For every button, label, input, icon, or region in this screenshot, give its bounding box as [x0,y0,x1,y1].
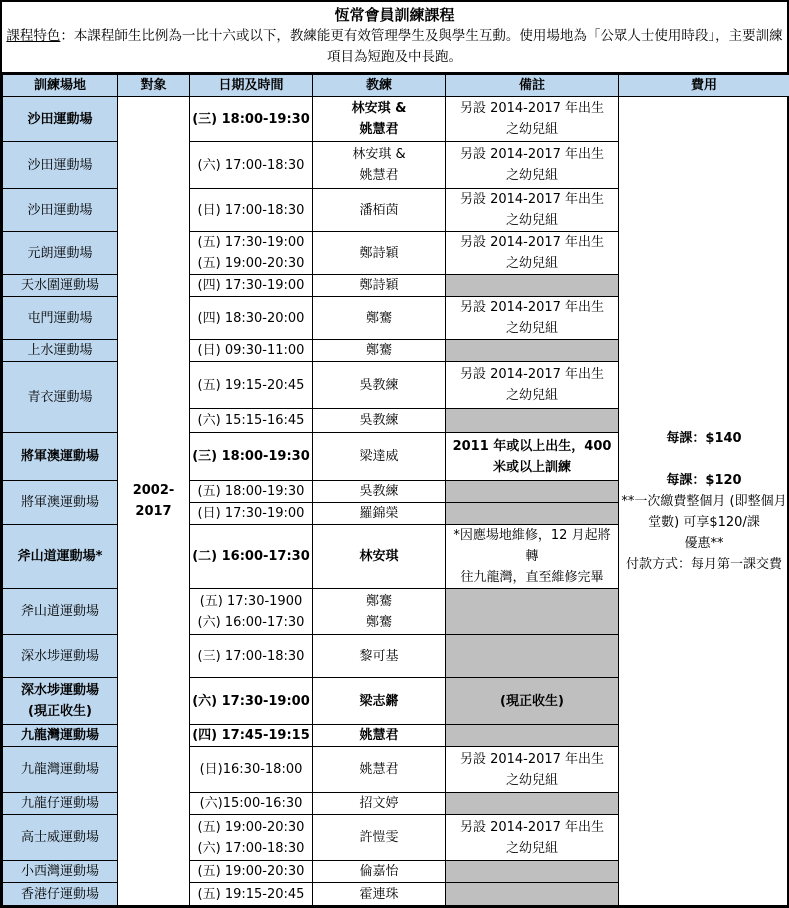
venue-cell [3,297,118,340]
cell-line: 姚慧君 [315,725,443,746]
column-header-2: 日期及時間 [190,75,313,97]
cell-line: 羅錦榮 [315,503,443,524]
cell-line: (五) 17:30-19:00 [192,232,310,253]
cell-line: 鄭騫 [315,591,443,612]
cell-line: (現正收生) [448,691,616,712]
remark-cell [446,362,619,409]
time-cell [190,97,313,142]
cell-line: 吳教練 [315,375,443,396]
fee-line: 每課：$120 [621,470,787,491]
course-features-body: ：本課程師生比例為一比十六或以下，教練能更有效管理學生及與學生互動。使用場地為「公眾人士使用時段」，主要訓練項目為短跑及中長跑。 [60,28,782,65]
cell-line: 鄭詩穎 [315,243,443,264]
cell-line: 鄭騫 [315,308,443,329]
time-cell [190,362,313,409]
venue-cell [3,747,118,793]
time-cell [190,678,313,725]
venue-cell [3,589,118,635]
cell-line: (六) 17:00-18:30 [192,155,310,176]
fee-line: 每課：$140 [621,428,787,449]
cell-line: 招文婷 [315,793,443,814]
cell-line: 香港仔運動場 [5,884,115,905]
time-cell [190,793,313,815]
cell-line: 林安琪 & [315,98,443,119]
cell-line: (五) 17:30-1900 [192,591,310,612]
cell-line: 之幼兒組 [448,838,616,859]
cell-line: *因應場地維修，12 月起將轉 [448,525,616,567]
cell-line: 姚慧君 [315,119,443,140]
cell-line: (四) 17:45-19:15 [192,725,310,746]
cell-line: 許愷雯 [315,827,443,848]
time-cell [190,747,313,793]
training-schedule-table [2,74,789,906]
remark-cell [446,297,619,340]
cell-line: 2011 年或以上出生，400 [448,436,616,457]
time-cell [190,189,313,232]
cell-line: 九龍灣運動場 [5,759,115,780]
fee-line: 付款方式：每月第一課交費 [621,554,787,575]
cell-line: 之幼兒組 [448,253,616,274]
cell-line: 之幼兒組 [448,770,616,791]
time-cell [190,433,313,481]
remark-cell [446,409,619,433]
cell-line: 吳教練 [315,410,443,431]
cell-line: 往九龍灣，直至維修完畢 [448,567,616,588]
venue-cell [3,433,118,481]
coach-cell [313,635,446,678]
venue-cell [3,97,118,142]
cell-line: 梁志鏘 [315,691,443,712]
venue-cell [3,275,118,297]
remark-cell [446,635,619,678]
remark-cell [446,503,619,525]
cell-line: 沙田運動場 [5,155,115,176]
cell-line: (二) 16:00-17:30 [192,546,310,567]
cell-line: 將軍澳運動場 [5,492,115,513]
fee-line: 堂數) 可享$120/課 [621,512,787,533]
venue-cell [3,189,118,232]
target-age-cell [118,97,190,906]
cell-line: 潘栢茵 [315,200,443,221]
venue-cell [3,525,118,589]
cell-line: 深水埗運動場 [5,646,115,667]
cell-line: (三) 18:00-19:30 [192,446,310,467]
cell-line: (日) 09:30-11:00 [192,340,310,361]
cell-line: 鄭騫 [315,612,443,633]
remark-cell [446,815,619,861]
cell-line: 2002- [120,480,187,501]
cell-line: 上水運動場 [5,340,115,361]
remark-cell [446,142,619,189]
cell-line: 另設 2014-2017 年出生 [448,749,616,770]
table-row [3,97,789,142]
cell-line: (三) 18:00-19:30 [192,109,310,130]
cell-line: 黎可基 [315,646,443,667]
venue-cell [3,481,118,525]
cell-line: 沙田運動場 [5,200,115,221]
cell-line: 之幼兒組 [448,385,616,406]
cell-line: 青衣運動場 [5,387,115,408]
coach-cell [313,503,446,525]
cell-line: 另設 2014-2017 年出生 [448,232,616,253]
time-cell [190,232,313,275]
coach-cell [313,409,446,433]
cell-line: 另設 2014-2017 年出生 [448,297,616,318]
remark-cell [446,481,619,503]
time-cell [190,883,313,906]
cell-line: 另設 2014-2017 年出生 [448,817,616,838]
coach-cell [313,362,446,409]
cell-line: (五) 19:00-20:30 [192,253,310,274]
coach-cell [313,589,446,635]
cell-line: 之幼兒組 [448,318,616,339]
cell-line: 米或以上訓練 [448,457,616,478]
fee-line: **一次繳費整個月 (即整個月 [621,491,787,512]
remark-cell [446,589,619,635]
cell-line: 另設 2014-2017 年出生 [448,189,616,210]
time-cell [190,275,313,297]
cell-line: (現正收生) [5,701,115,722]
cell-line: 屯門運動場 [5,308,115,329]
venue-cell [3,883,118,906]
cell-line: 元朗運動場 [5,243,115,264]
remark-cell [446,232,619,275]
coach-cell [313,793,446,815]
cell-line: 沙田運動場 [5,109,115,130]
coach-cell [313,297,446,340]
cell-line: 斧山道運動場 [5,601,115,622]
cell-line: 之幼兒組 [448,119,616,140]
time-cell [190,525,313,589]
time-cell [190,340,313,362]
cell-line: 天水圍運動場 [5,275,115,296]
cell-line: 霍連珠 [315,884,443,905]
cell-line: 另設 2014-2017 年出生 [448,144,616,165]
column-header-5: 費用 [619,75,789,97]
remark-cell [446,861,619,883]
remark-cell [446,678,619,725]
time-cell [190,725,313,747]
coach-cell [313,232,446,275]
cell-line: 之幼兒組 [448,210,616,231]
time-cell [190,861,313,883]
column-header-4: 備註 [446,75,619,97]
course-features-text [6,26,783,68]
venue-cell [3,232,118,275]
column-header-0: 訓練場地 [3,75,118,97]
venue-cell [3,362,118,433]
cell-line: 深水埗運動場 [5,680,115,701]
remark-cell [446,97,619,142]
venue-cell [3,815,118,861]
cell-line: (四) 18:30-20:00 [192,308,310,329]
cell-line: (五) 19:15-20:45 [192,884,310,905]
venue-cell [3,340,118,362]
title-block [2,2,787,74]
time-cell [190,142,313,189]
cell-line: (六) 16:00-17:30 [192,612,310,633]
cell-line: (三) 17:00-18:30 [192,646,310,667]
cell-line: (六) 15:15-16:45 [192,410,310,431]
coach-cell [313,861,446,883]
cell-line: 之幼兒組 [448,165,616,186]
time-cell [190,815,313,861]
cell-line: 梁達威 [315,446,443,467]
cell-line: 吳教練 [315,481,443,502]
coach-cell [313,433,446,481]
cell-line: 另設 2014-2017 年出生 [448,364,616,385]
remark-cell [446,747,619,793]
cell-line: 林安琪 & [315,144,443,165]
cell-line: 另設 2014-2017 年出生 [448,98,616,119]
remark-cell [446,525,619,589]
remark-cell [446,793,619,815]
coach-cell [313,815,446,861]
venue-cell [3,725,118,747]
cell-line: (五) 19:15-20:45 [192,375,310,396]
fee-cell [619,97,789,906]
cell-line: 2017 [120,501,187,522]
cell-line: 姚慧君 [315,759,443,780]
coach-cell [313,883,446,906]
venue-cell [3,678,118,725]
venue-cell [3,861,118,883]
venue-cell [3,142,118,189]
remark-cell [446,189,619,232]
coach-cell [313,481,446,503]
fee-line [621,449,787,470]
cell-line: (六) 17:00-18:30 [192,838,310,859]
time-cell [190,297,313,340]
course-features-label: 課程特色 [6,28,60,44]
venue-cell [3,635,118,678]
cell-line: 將軍澳運動場 [5,446,115,467]
column-header-1: 對象 [118,75,190,97]
venue-cell [3,793,118,815]
cell-line: 高士威運動場 [5,827,115,848]
cell-line: (日) 17:30-19:00 [192,503,310,524]
remark-cell [446,433,619,481]
cell-line: 小西灣運動場 [5,861,115,882]
time-cell [190,635,313,678]
time-cell [190,503,313,525]
coach-cell [313,525,446,589]
coach-cell [313,97,446,142]
cell-line: 鄭騫 [315,340,443,361]
cell-line: (五) 18:00-19:30 [192,481,310,502]
cell-line: 林安琪 [315,546,443,567]
cell-line: (四) 17:30-19:00 [192,275,310,296]
cell-line: (五) 19:00-20:30 [192,861,310,882]
page-title: 恆常會員訓練課程 [6,5,783,26]
time-cell [190,409,313,433]
cell-line: 鄭詩穎 [315,275,443,296]
cell-line: (六)15:00-16:30 [192,793,310,814]
coach-cell [313,747,446,793]
column-header-3: 教練 [313,75,446,97]
cell-line: 九龍灣運動場 [5,725,115,746]
cell-line: (六) 17:30-19:00 [192,691,310,712]
remark-cell [446,725,619,747]
coach-cell [313,189,446,232]
cell-line: (日)16:30-18:00 [192,759,310,780]
cell-line: (五) 19:00-20:30 [192,817,310,838]
cell-line: 倫嘉怡 [315,861,443,882]
cell-line: 九龍仔運動場 [5,793,115,814]
coach-cell [313,725,446,747]
coach-cell [313,678,446,725]
coach-cell [313,340,446,362]
cell-line: (日) 17:00-18:30 [192,200,310,221]
cell-line: 斧山道運動場* [5,546,115,567]
remark-cell [446,275,619,297]
time-cell [190,589,313,635]
fee-line: 優惠** [621,533,787,554]
remark-cell [446,883,619,906]
coach-cell [313,275,446,297]
remark-cell [446,340,619,362]
table-header-row [3,75,789,97]
coach-cell [313,142,446,189]
cell-line: 姚慧君 [315,165,443,186]
time-cell [190,481,313,503]
